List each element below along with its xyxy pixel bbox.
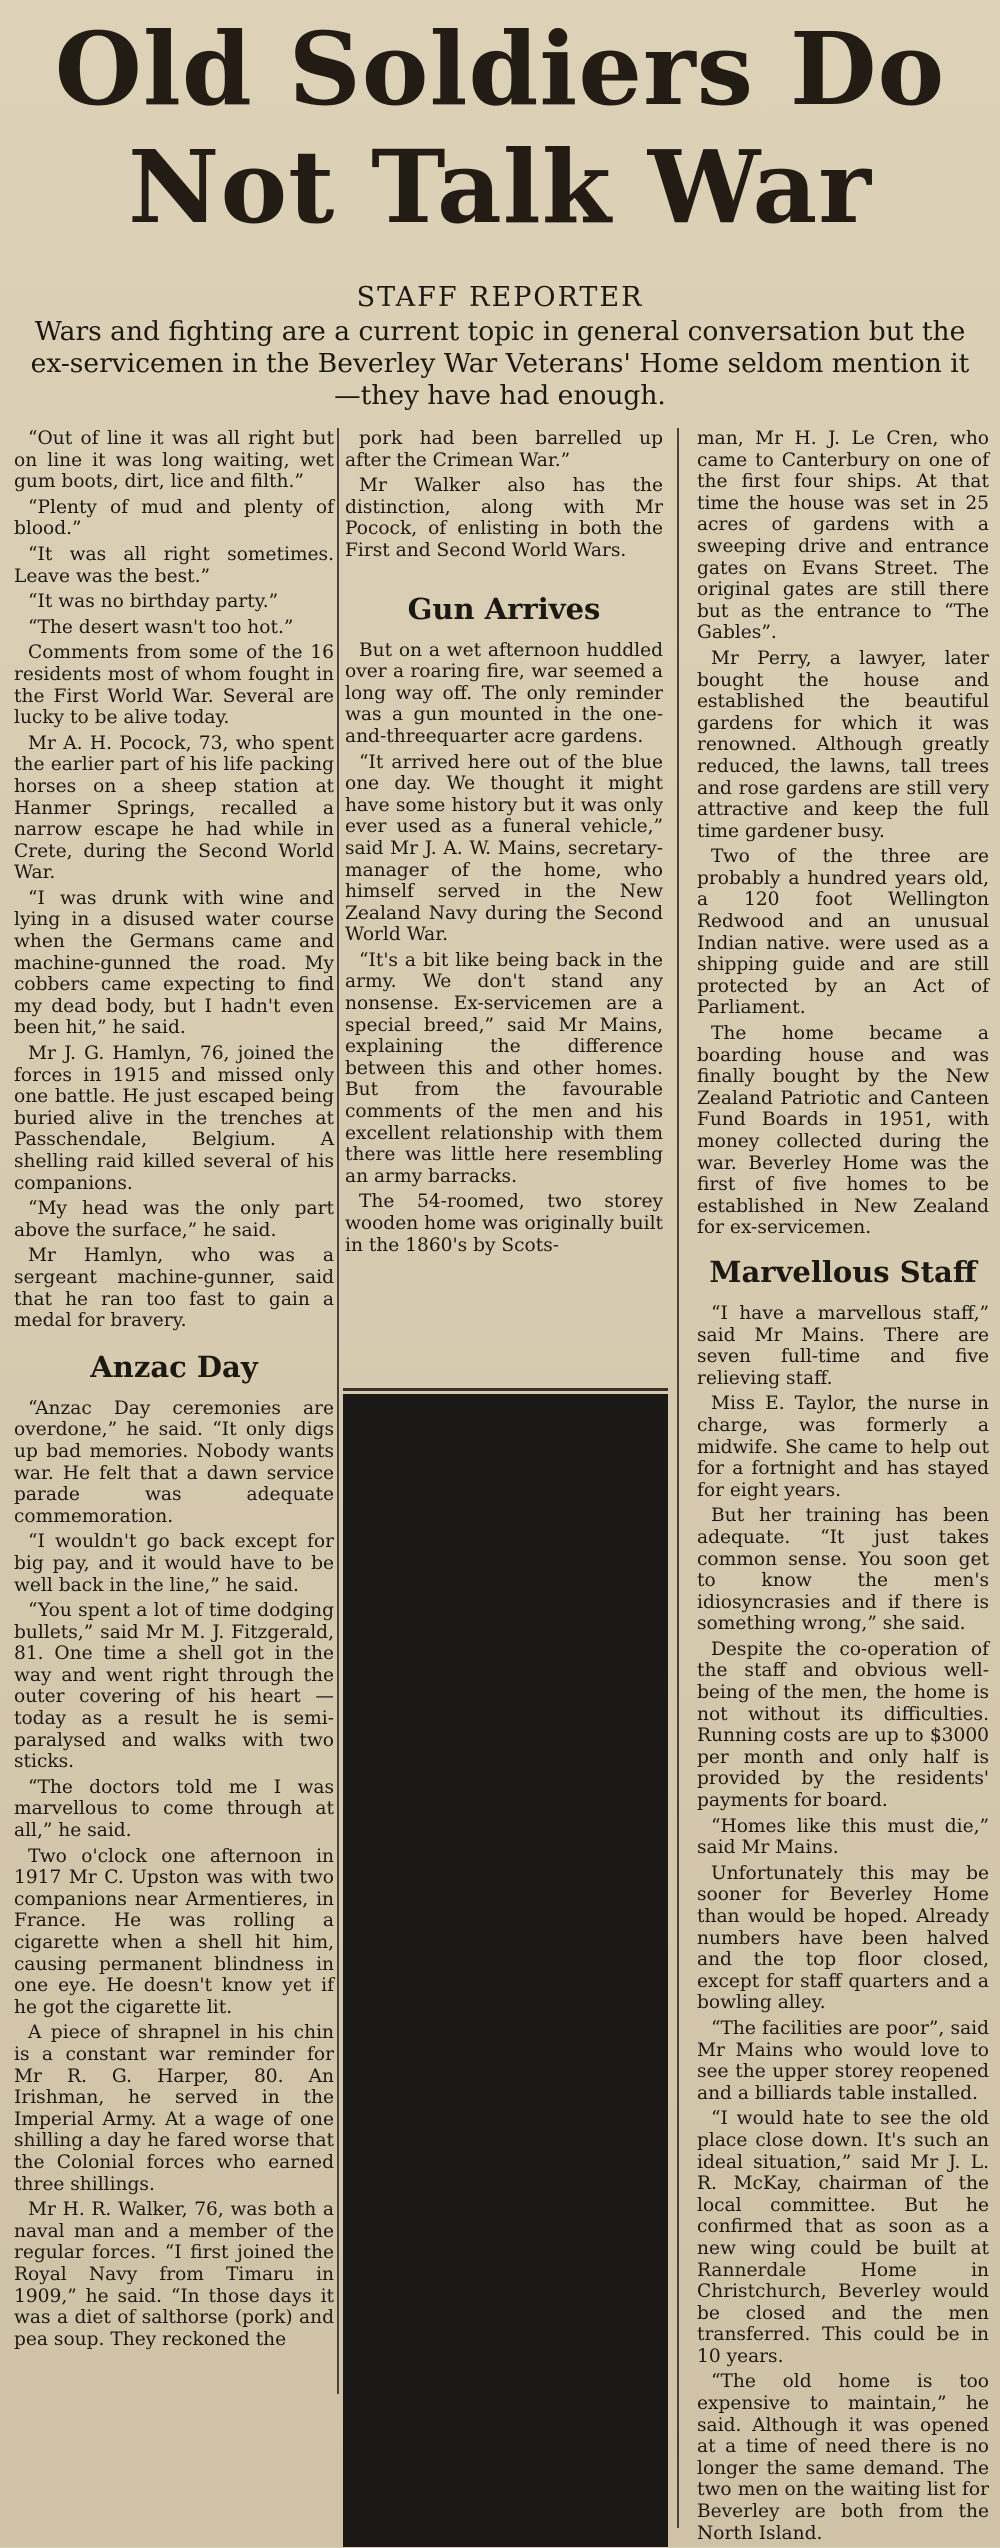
paragraph: A piece of shrapnel in his chin is a constant war reminder for Mr R. G. Harper, 80. An Irishman, he served in the Imperial Army. At a wage of one shilling a day he fared worse that the Colonial forces who earned three shillings. [14, 2022, 334, 2195]
paragraph: “I was drunk with wine and lying in a disused water course when the Germans came and machine-gunned the road. My cobbers came expecting to find my dead body, but I hadn't even been hit,” he said. [14, 887, 334, 1039]
paragraph: Two o'clock one afternoon in 1917 Mr C. Upston was with two companions near Armentieres, in France. He was rolling a cigarette when a shell hit him, causing permanent blindness in one eye. He doesn't know yet if he got the cigarette lit. [14, 1845, 334, 2018]
paragraph: Mr H. R. Walker, 76, was both a naval man and a member of the regular forces. “I first joined the Royal Navy from Timaru in 1909,” he said. “In those days it was a diet of salthorse (pork) and pea soup. They reckoned the [14, 2199, 334, 2350]
paragraph: “I have a marvellous staff,” said Mr Mains. There are seven full-time and five relieving staff. [697, 1302, 989, 1389]
paragraph: Mr J. G. Hamlyn, 76, joined the forces in 1915 and missed only one battle. He just escaped being buried alive in the trenches at Passchendale, Belgium. A shelling raid killed several of his companions. [14, 1043, 334, 1194]
subheading-marvellous-staff: Marvellous Staff [709, 1254, 977, 1289]
paragraph: “It was no birthday party.” [28, 591, 279, 613]
paragraph: “It's a bit like being back in the army. We don't stand any nonsense. Ex-servicemen are a special breed,” said Mr Mains, explaining the difference between this and other homes. But from the favourable comments of the men and his excellent relationship with them there was little here resembling an army barracks. [345, 949, 663, 1187]
column-2 [345, 428, 663, 1260]
paragraph: The home became a boarding house and was finally bought by the New Zealand Patriotic and Canteen Fund Boards in 1951, with money collected during the war. Beverley Home was the first of five homes to be established in New Zealand for ex-servicemen. [697, 1023, 989, 1239]
paragraph: pork had been barrelled up after the Crimean War.” [345, 428, 663, 471]
deck-intro: Wars and fighting are a current topic in general conversation but the ex-servicemen in the Beverley War Veterans' Home seldom mention it—they have had enough. [30, 316, 970, 411]
paragraph: “The facilities are poor”, said Mr Mains who would love to see the upper storey reopened and a billiards table installed. [697, 2017, 989, 2104]
paragraph: But her training has been adequate. “It just takes common sense. You soon get to know the men's idiosyncrasies and if there is something wrong,” she said. [697, 1505, 989, 1635]
paragraph: Unfortunately this may be sooner for Beverley Home than would be hoped. Already numbers have been halved and the top floor closed, except for staff quarters and a bowling alley. [697, 1862, 989, 2014]
column-1 [14, 428, 334, 2354]
paragraph: “Homes like this must die,” said Mr Mains. [697, 1815, 989, 1859]
headline [0, 10, 1000, 246]
paragraph: But on a wet afternoon huddled over a roaring fire, war seemed a long way off. The only reminder was a gun mounted in the one-and-threequarter acre gardens. [345, 639, 663, 747]
column-rule-1 [337, 428, 339, 2394]
column-2-end-rule [343, 1388, 668, 1391]
paragraph: “The doctors told me I was marvellous to come through at all,” he said. [14, 1776, 334, 1842]
paragraph: “It arrived here out of the blue one day. We thought it might have some history but it was only ever used as a funeral vehicle,” said Mr J. A. W. Mains, secretary-manager of the home, who himself served in the New Zealand Navy during the Second World War. [345, 751, 663, 946]
paragraph: Mr Hamlyn, who was a sergeant machine-gunner, said that he ran too fast to gain a medal for bravery. [14, 1245, 334, 1332]
byline: STAFF REPORTER [356, 282, 644, 313]
subheading-anzac-day: Anzac Day [90, 1349, 258, 1384]
column-rule-2 [677, 428, 679, 2528]
paragraph: Comments from some of the 16 residents most of whom fought in the First World War. Several are lucky to be alive today. [14, 642, 334, 729]
paragraph: “I would hate to see the old place close down. It's such an ideal situation,” said Mr J. L. R. McKay, chairman of the local committee. But he confirmed that as soon as a new wing could be built at Rannerdale Home in Christchurch, Beverley would be closed and the men transferred. This could be in 10 years. [697, 2108, 989, 2367]
paragraph: Mr Walker also has the distinction, along with Mr Pocock, of enlisting in both the First and Second World Wars. [345, 475, 663, 561]
column-3 [697, 428, 989, 2548]
paragraph: “The old home is too expensive to maintain,” he said. Although it was opened at a time of need there is no longer the same demand. The two men on the waiting list for Beverley are both from the North Island. [697, 2371, 989, 2544]
paragraph: The 54-roomed, two storey wooden home was originally built in the 1860's by Scots- [345, 1191, 663, 1256]
paragraph: “The desert wasn't too hot.” [28, 616, 294, 638]
paragraph: Miss E. Taylor, the nurse in charge, was formerly a midwife. She came to help out for a fortnight and has stayed for eight years. [697, 1393, 989, 1501]
subheading-gun-arrives: Gun Arrives [407, 591, 601, 626]
paragraph: “Out of line it was all right but on line it was long waiting, wet gum boots, dirt, lice and filth.” [14, 428, 334, 493]
headline-line-1: Old Soldiers Do [54, 10, 946, 128]
paragraph: “My head was the only part above the surface,” he said. [14, 1198, 334, 1241]
paragraph: Despite the co-operation of the staff and obvious well-being of the men, the home is not without its difficulties. Running costs are up to $3000 per month and only half is provided by the residents' payments for board. [697, 1638, 989, 1812]
paragraph: “Anzac Day ceremonies are overdone,” he said. “It only digs up bad memories. Nobody wants war. He felt that a dawn service parade was adequate commemoration. [14, 1397, 334, 1527]
headline-line-2: Not Talk War [128, 128, 872, 246]
paragraph: Two of the three are probably a hundred years old, a 120 foot Wellington Redwood and an unusual Indian native. were used as a shipping guide and are still protected by an Act of Parliament. [697, 846, 989, 1019]
dark-background-area [343, 1394, 668, 2547]
paragraph: man, Mr H. J. Le Cren, who came to Canterbury on one of the first four ships. At that time the house was set in 25 acres of gardens with a sweeping drive and entrance gates on Evans Street. The original gates are still there but as the entrance to “The Gables”. [697, 428, 989, 644]
paragraph: “It was all right sometimes. Leave was the best.” [14, 543, 334, 587]
paragraph: “I wouldn't go back except for big pay, and it would have to be well back in the line,” he said. [14, 1531, 334, 1596]
paragraph: “Plenty of mud and plenty of blood.” [14, 496, 334, 540]
paragraph: Mr Perry, a lawyer, later bought the house and established the beautiful gardens for which it was renowned. Although greatly reduced, the lawns, tall trees and rose gardens are still very attractive and keep the full time gardener busy. [697, 647, 989, 842]
paragraph: “You spent a lot of time dodging bullets,” said Mr M. J. Fitzgerald, 81. One time a shell got in the way and went right through the outer covering of his heart — today as a result he is semi-paralysed and walks with two sticks. [14, 1600, 334, 1773]
paragraph: Mr A. H. Pocock, 73, who spent the earlier part of his life packing horses on a sheep station at Hanmer Springs, recalled a narrow escape he had while in Crete, during the Second World War. [14, 732, 334, 884]
